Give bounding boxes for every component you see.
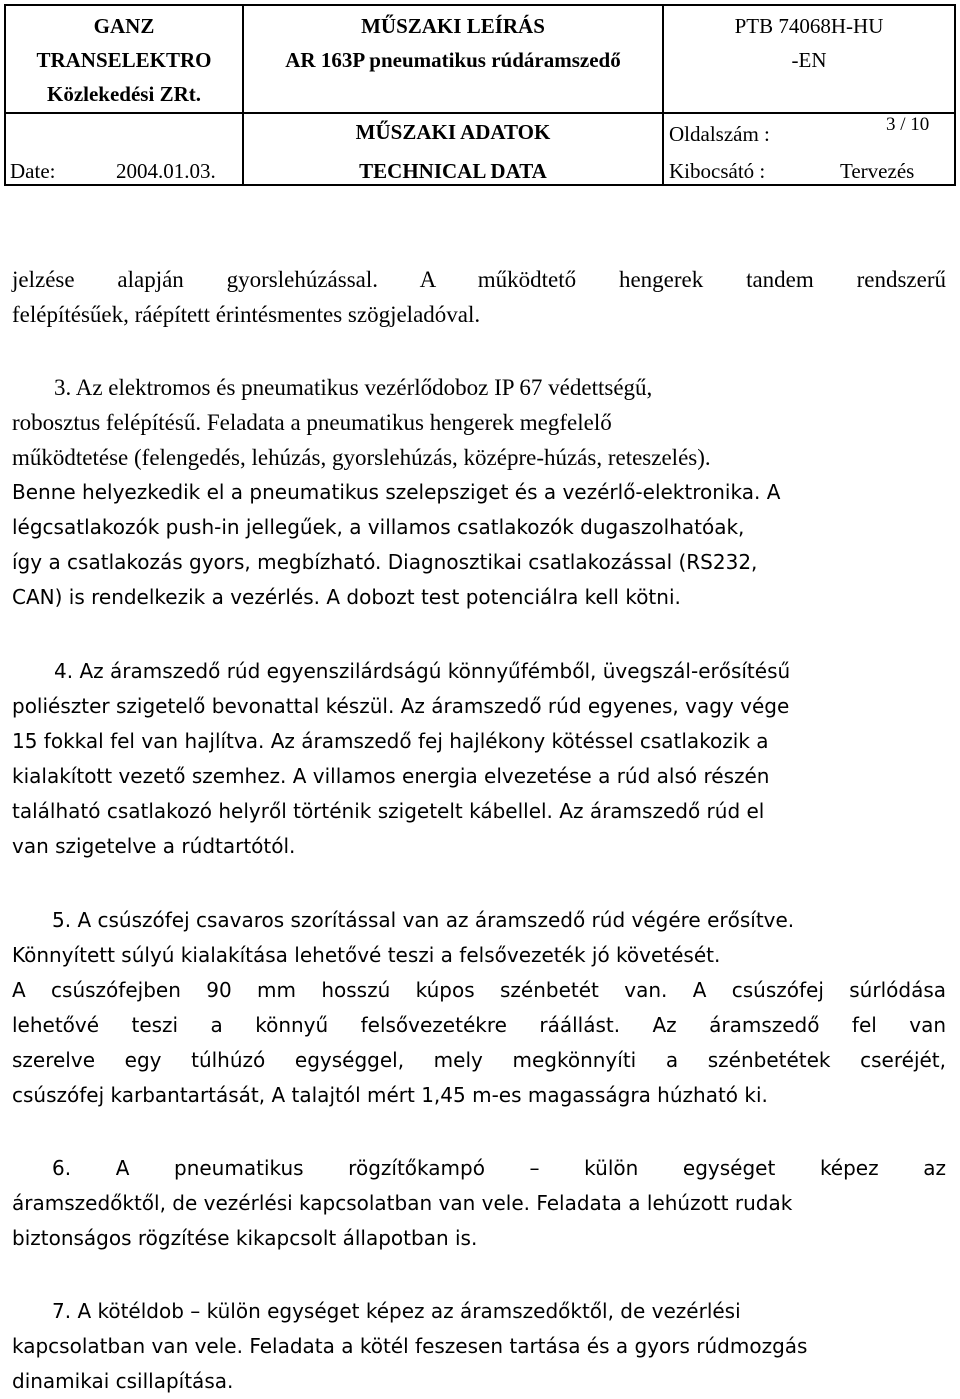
list-item-6: 6. A pneumatikus rögzítőkampó – külön egységet képez az — [52, 1156, 946, 1180]
paragraph-line: Könnyített súlyú kialakítása lehetővé teszi a felsővezeték jó követését. — [12, 943, 721, 967]
paragraph-line: poliészter szigetelő bevonattal készül. Az áramszedő rúd egyenes, vagy vége — [12, 694, 790, 718]
issuer-label: Kibocsátó : — [669, 159, 766, 183]
document-subject: AR 163P pneumatikus rúdáramszedő — [285, 48, 621, 72]
paragraph-line: dinamikai csillapítása. — [12, 1369, 234, 1393]
page-number: 3 / 10 — [886, 114, 930, 135]
company-name-line3: Közlekedési ZRt. — [47, 82, 201, 106]
section-title-hu: MŰSZAKI ADATOK — [355, 120, 551, 144]
document-number: PTB 74068H-HU — [734, 14, 884, 38]
paragraph-line: 15 fokkal fel van hajlítva. Az áramszedő fej hajlékony kötéssel csatlakozik a — [12, 729, 769, 753]
document-number-suffix: -EN — [791, 48, 827, 72]
document-type: MŰSZAKI LEÍRÁS — [361, 14, 545, 38]
paragraph-line: áramszedőktől, de vezérlési kapcsolatban van vele. Feladata a lehúzott rudak — [12, 1191, 793, 1215]
paragraph-line: robosztus felépítésű. Feladata a pneumatikus hengerek megfelelő — [12, 410, 612, 435]
paragraph-line: CAN) is rendelkezik a vezérlés. A dobozt test potenciálra kell kötni. — [12, 585, 681, 609]
section-title-en: TECHNICAL DATA — [359, 159, 547, 183]
issuer-value: Tervezés — [840, 159, 915, 183]
paragraph-line: kapcsolatban van vele. Feladata a kötél feszesen tartása és a gyors rúdmozgás — [12, 1334, 808, 1358]
document-header — [4, 4, 956, 186]
header-divider — [6, 112, 954, 114]
paragraph-line: A csúszófejben 90 mm hosszú kúpos szénbetét van. A csúszófej súrlódása — [12, 978, 946, 1002]
date-label: Date: — [10, 159, 56, 183]
paragraph-line: biztonságos rögzítése kikapcsolt állapotban is. — [12, 1226, 478, 1250]
list-item-4: 4. Az áramszedő rúd egyenszilárdságú könnyűfémből, üvegszál-erősítésű — [54, 659, 791, 683]
paragraph-line: működtetése (felengedés, lehúzás, gyorslehúzás, középre-húzás, reteszelés). — [12, 445, 711, 470]
company-name-line1: GANZ — [93, 14, 155, 38]
paragraph-line: légcsatlakozók push-in jellegűek, a villamos csatlakozók dugaszolhatóak, — [12, 515, 745, 539]
paragraph-line: felépítésűek, ráépített érintésmentes szögjeladóval. — [12, 302, 481, 327]
list-item-3: 3. Az elektromos és pneumatikus vezérlődoboz IP 67 védettségű, — [54, 375, 653, 400]
paragraph-line: így a csatlakozás gyors, megbízható. Diagnosztikai csatlakozással (RS232, — [12, 550, 758, 574]
paragraph-line: van szigetelve a rúdtartótól. — [12, 834, 296, 858]
paragraph-line: szerelve egy túlhúzó egységgel, mely megkönnyíti a szénbetétek cseréjét, — [12, 1048, 946, 1072]
date-value: 2004.01.03. — [116, 159, 216, 183]
company-name-line2: TRANSELEKTRO — [36, 48, 212, 72]
paragraph-line: kialakított vezető szemhez. A villamos energia elvezetése a rúd alsó részén — [12, 764, 770, 788]
paragraph-line: csúszófej karbantartását, A talajtól mért 1,45 m-es magasságra húzható ki. — [12, 1083, 768, 1107]
paragraph-line: található csatlakozó helyről történik szigetelt kábellel. Az áramszedő rúd el — [12, 799, 765, 823]
list-item-5: 5. A csúszófej csavaros szorítással van az áramszedő rúd végére erősítve. — [52, 908, 795, 932]
paragraph-line: jelzése alapján gyorslehúzással. A működtető hengerek tandem rendszerű — [12, 267, 946, 292]
paragraph-line: Benne helyezkedik el a pneumatikus szelepsziget és a vezérlő-elektronika. A — [12, 480, 781, 504]
page-label: Oldalszám : — [669, 122, 770, 146]
list-item-7: 7. A kötéldob – külön egységet képez az áramszedőktől, de vezérlési — [52, 1299, 741, 1323]
paragraph-line: lehetővé teszi a könnyű felsővezetékre ráállást. Az áramszedő fel van — [12, 1013, 946, 1037]
